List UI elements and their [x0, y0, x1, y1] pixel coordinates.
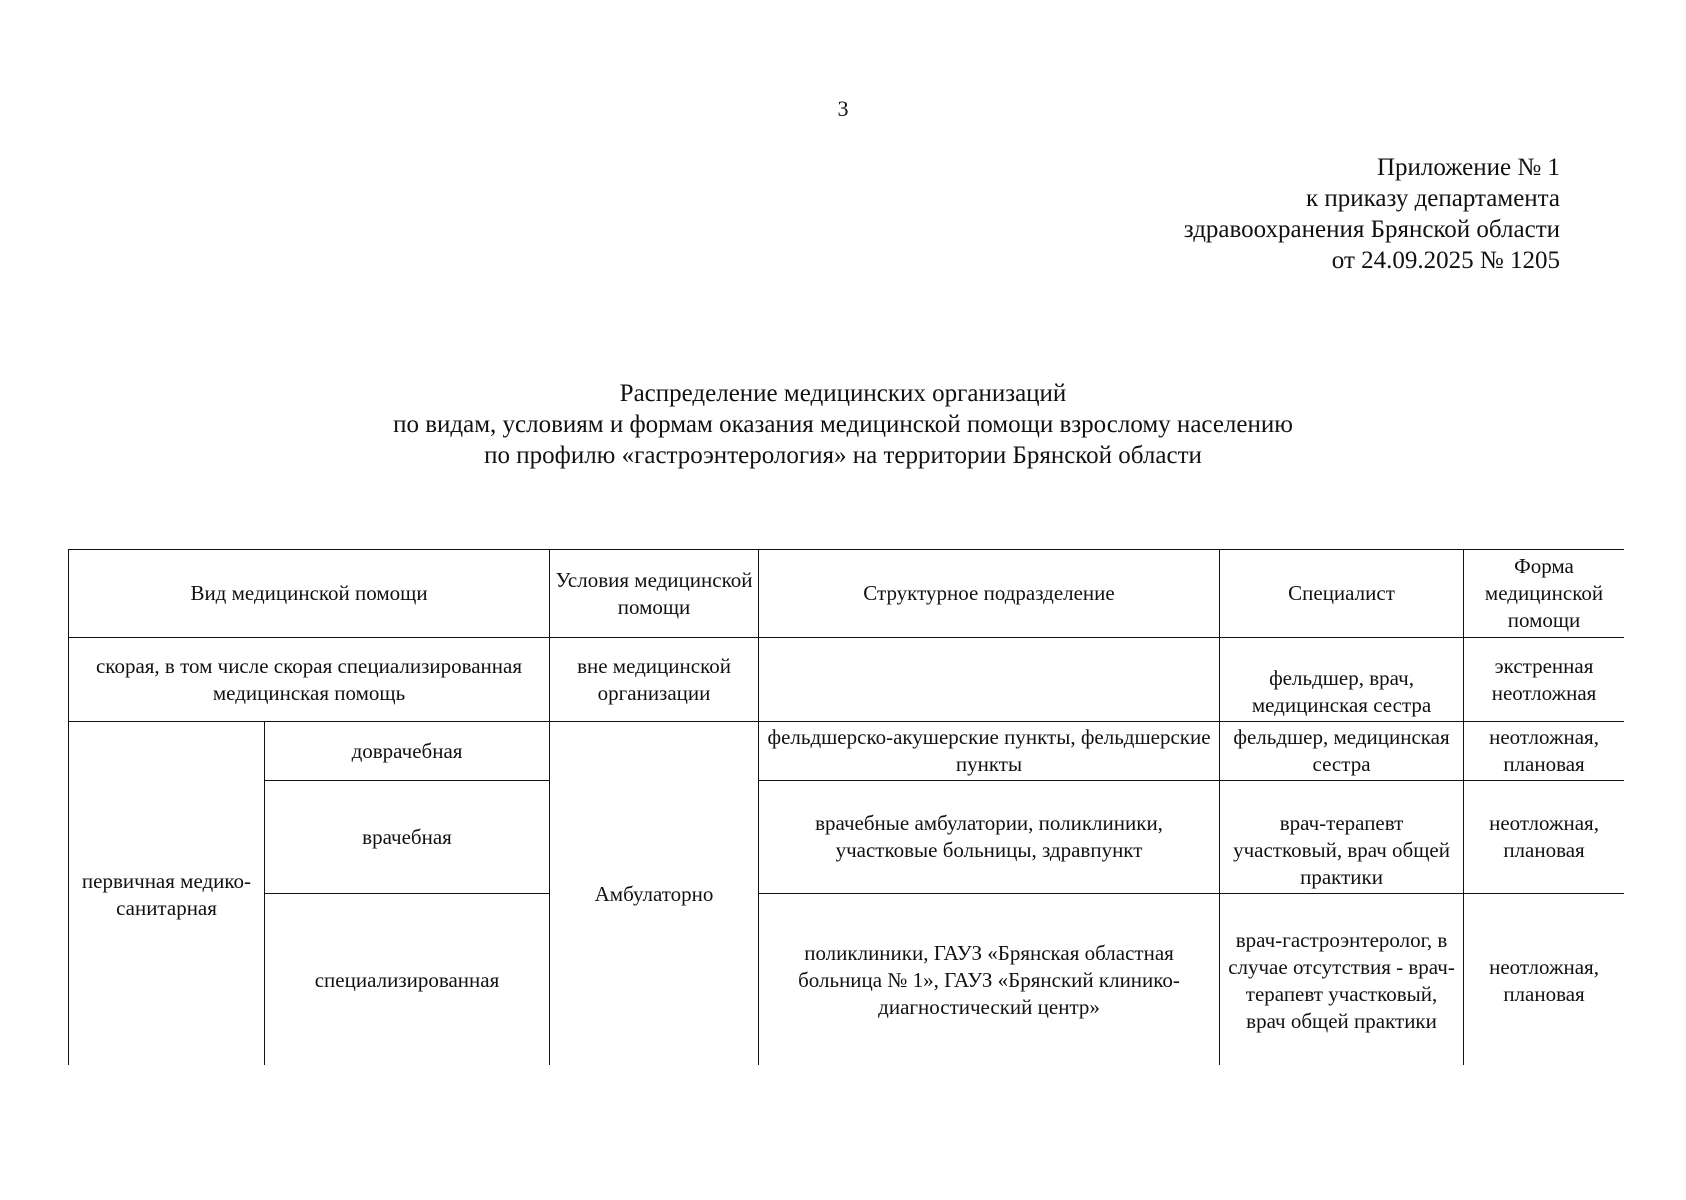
cell-form: неотложная, плановая — [1464, 894, 1624, 1066]
cell-specialist: врач-гастроэнтеролог, в случае отсутствия - врач-терапевт участковый, врач общей практики — [1220, 894, 1464, 1066]
table-row — [69, 722, 1625, 781]
header-unit: Структурное подразделение — [759, 550, 1220, 638]
cell-primary-group: первичная медико-санитарная — [69, 722, 265, 1066]
cell-subtype: специализированная — [265, 894, 550, 1066]
cell-unit: поликлиники, ГАУЗ «Брянская областная больница № 1», ГАУЗ «Брянский клинико-диагностический центр» — [759, 894, 1220, 1066]
cell-type: скорая, в том числе скорая специализированная медицинская помощь — [69, 638, 550, 722]
cell-form: экстренная неотложная — [1464, 638, 1624, 722]
header-conditions: Условия медицинской помощи — [550, 550, 759, 638]
appendix-line: к приказу департамента — [1305, 185, 1560, 212]
header-specialist: Специалист — [1220, 550, 1464, 638]
table-row — [69, 638, 1625, 722]
title-line: по профилю «гастроэнтерология» на территории Брянской области — [484, 442, 1202, 469]
cell-form: неотложная, плановая — [1464, 722, 1624, 781]
header-type: Вид медицинской помощи — [69, 550, 550, 638]
distribution-table-wrapper — [68, 549, 1624, 1065]
document-title — [0, 378, 1686, 471]
title-line: по видам, условиям и формам оказания медицинской помощи взрослому населению — [393, 411, 1293, 438]
header-form: Форма медицинской помощи — [1464, 550, 1624, 638]
appendix-line: Приложение № 1 — [1376, 154, 1560, 181]
page-number: 3 — [837, 96, 849, 121]
cell-specialist: врач-терапевт участковый, врач общей практики — [1220, 781, 1464, 894]
cell-subtype: врачебная — [265, 781, 550, 894]
cell-specialist: фельдшер, врач, медицинская сестра — [1220, 638, 1464, 722]
cell-unit: фельдшерско-акушерские пункты, фельдшерские пункты — [759, 722, 1220, 781]
appendix-line: от 24.09.2025 № 1205 — [1331, 247, 1560, 274]
table-row — [69, 894, 1625, 1066]
table-header-row — [69, 550, 1625, 638]
cell-conditions-outpatient: Амбулаторно — [550, 722, 759, 1066]
cell-subtype: доврачебная — [265, 722, 550, 781]
cell-form: неотложная, плановая — [1464, 781, 1624, 894]
cell-unit: врачебные амбулатории, поликлиники, участковые больницы, здравпункт — [759, 781, 1220, 894]
cell-specialist: фельдшер, медицинская сестра — [1220, 722, 1464, 781]
table-row — [69, 781, 1625, 894]
cell-unit — [759, 638, 1220, 722]
title-line: Распределение медицинских организаций — [619, 380, 1067, 407]
distribution-table — [68, 549, 1624, 1065]
appendix-line: здравоохранения Брянской области — [1183, 216, 1560, 243]
appendix-header — [1184, 152, 1560, 276]
cell-conditions: вне медицинской организации — [550, 638, 759, 722]
